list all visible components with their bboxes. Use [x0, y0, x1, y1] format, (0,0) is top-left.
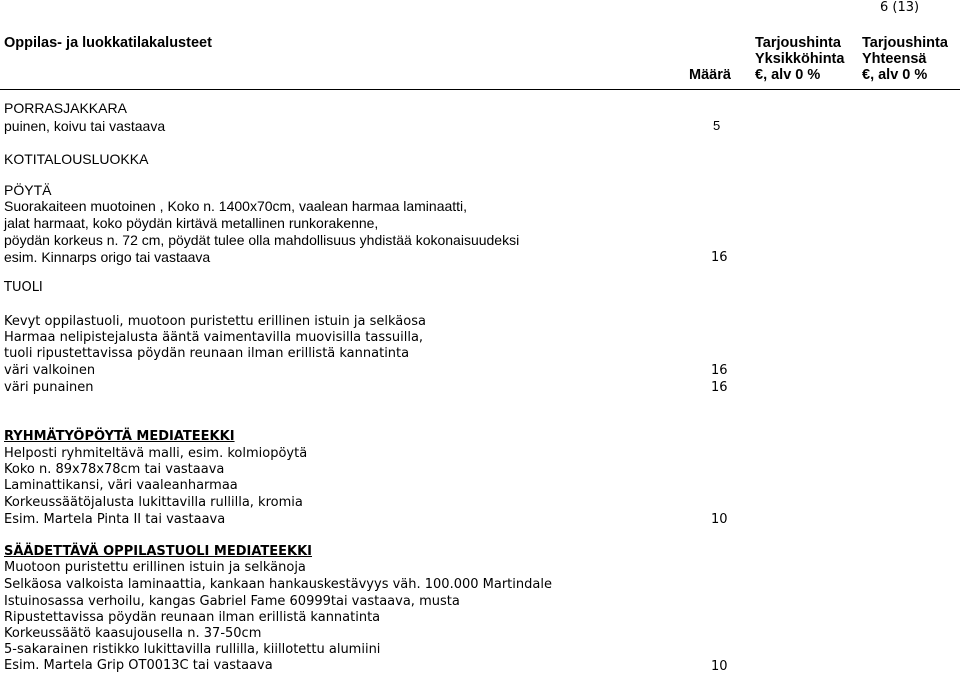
item-desc-ryhmatyopoyta-line1: Helposti ryhmiteltävä malli, esim. kolmiopöytä: [4, 446, 308, 461]
item-desc-ryhmatyopoyta-line2: Koko n. 89x78x78cm tai vastaava: [4, 462, 225, 477]
item-desc-porrasjakkara: puinen, koivu tai vastaava: [4, 118, 166, 134]
item-variant-tuoli-red: väri punainen: [4, 380, 94, 395]
column-header-total-price-line1: Tarjoushinta: [862, 35, 948, 51]
item-desc-ryhmatyopoyta-line3: Laminattikansi, väri vaaleanharmaa: [4, 478, 238, 493]
item-desc-saadettava-line6: 5-sakarainen ristikko lukittavilla rullilla, kiillotettu alumiini: [4, 642, 381, 657]
column-header-unit-price-line1: Tarjoushinta: [755, 35, 841, 51]
column-header-total-price-line3: €, alv 0 %: [862, 67, 928, 83]
section-title-kotitalousluokka: KOTITALOUSLUOKKA: [4, 151, 149, 167]
item-desc-tuoli-line3: tuoli ripustettavissa pöydän reunaan ilman erillistä kannatinta: [4, 346, 410, 361]
item-title-poyta: PÖYTÄ: [4, 182, 52, 198]
item-desc-tuoli-line1: Kevyt oppilastuoli, muotoon puristettu erillinen istuin ja selkäosa: [4, 314, 426, 329]
item-title-ryhmatyopoyta: RYHMÄTYÖPÖYTÄ MEDIATEEKKI: [4, 429, 235, 444]
item-title-saadettava-oppilastuoli: SÄÄDETTÄVÄ OPPILASTUOLI MEDIATEEKKI: [4, 544, 313, 559]
item-desc-ryhmatyopoyta-line5: Esim. Martela Pinta II tai vastaava: [4, 512, 226, 527]
item-desc-poyta-line1: Suorakaiteen muotoinen , Koko n. 1400x70cm, vaalean harmaa laminaatti,: [4, 198, 468, 214]
column-header-unit-price-line3: €, alv 0 %: [755, 67, 821, 83]
item-desc-ryhmatyopoyta-line4: Korkeussäätöjalusta lukittavilla rullilla, kromia: [4, 495, 303, 510]
item-desc-tuoli-line2: Harmaa nelipistejalusta ääntä vaimentavilla muovisilla tassuilla,: [4, 330, 424, 345]
header-divider: [0, 89, 960, 90]
item-desc-saadettava-line2: Selkäosa valkoista laminaattia, kankaan hankauskestävyys väh. 100.000 Martindale: [4, 577, 552, 592]
item-qty-porrasjakkara: 5: [713, 118, 721, 133]
item-qty-poyta: 16: [711, 250, 728, 265]
page-number: 6 (13): [880, 0, 920, 15]
document-title: Oppilas- ja luokkatilakalusteet: [4, 35, 212, 51]
item-title-tuoli: TUOLI: [4, 280, 43, 295]
item-title-porrasjakkara: PORRASJAKKARA: [4, 100, 127, 116]
item-desc-saadettava-line4: Ripustettavissa pöydän reunaan ilman erillistä kannatinta: [4, 610, 381, 625]
item-desc-poyta-line2: jalat harmaat, koko pöydän kirtävä metallinen runkorakenne,: [4, 215, 379, 231]
item-variant-tuoli-white: väri valkoinen: [4, 363, 96, 378]
item-desc-saadettava-line7: Esim. Martela Grip OT0013C tai vastaava: [4, 658, 273, 673]
item-desc-poyta-line4: esim. Kinnarps origo tai vastaava: [4, 249, 211, 265]
item-desc-saadettava-line1: Muotoon puristettu erillinen istuin ja selkänoja: [4, 560, 306, 575]
item-desc-saadettava-line5: Korkeussäätö kaasujousella n. 37-50cm: [4, 626, 262, 641]
item-qty-tuoli-white: 16: [711, 363, 728, 378]
column-header-quantity: Määrä: [689, 67, 731, 83]
item-qty-tuoli-red: 16: [711, 380, 728, 395]
item-qty-ryhmatyopoyta: 10: [711, 512, 728, 527]
column-header-total-price-line2: Yhteensä: [862, 51, 927, 67]
item-qty-saadettava: 10: [711, 659, 728, 674]
item-desc-poyta-line3: pöydän korkeus n. 72 cm, pöydät tulee olla mahdollisuus yhdistää kokonaisuudeksi: [4, 232, 520, 248]
item-desc-saadettava-line3: Istuinosassa verhoilu, kangas Gabriel Fame 60999tai vastaava, musta: [4, 594, 460, 609]
column-header-unit-price-line2: Yksikköhinta: [755, 51, 845, 67]
